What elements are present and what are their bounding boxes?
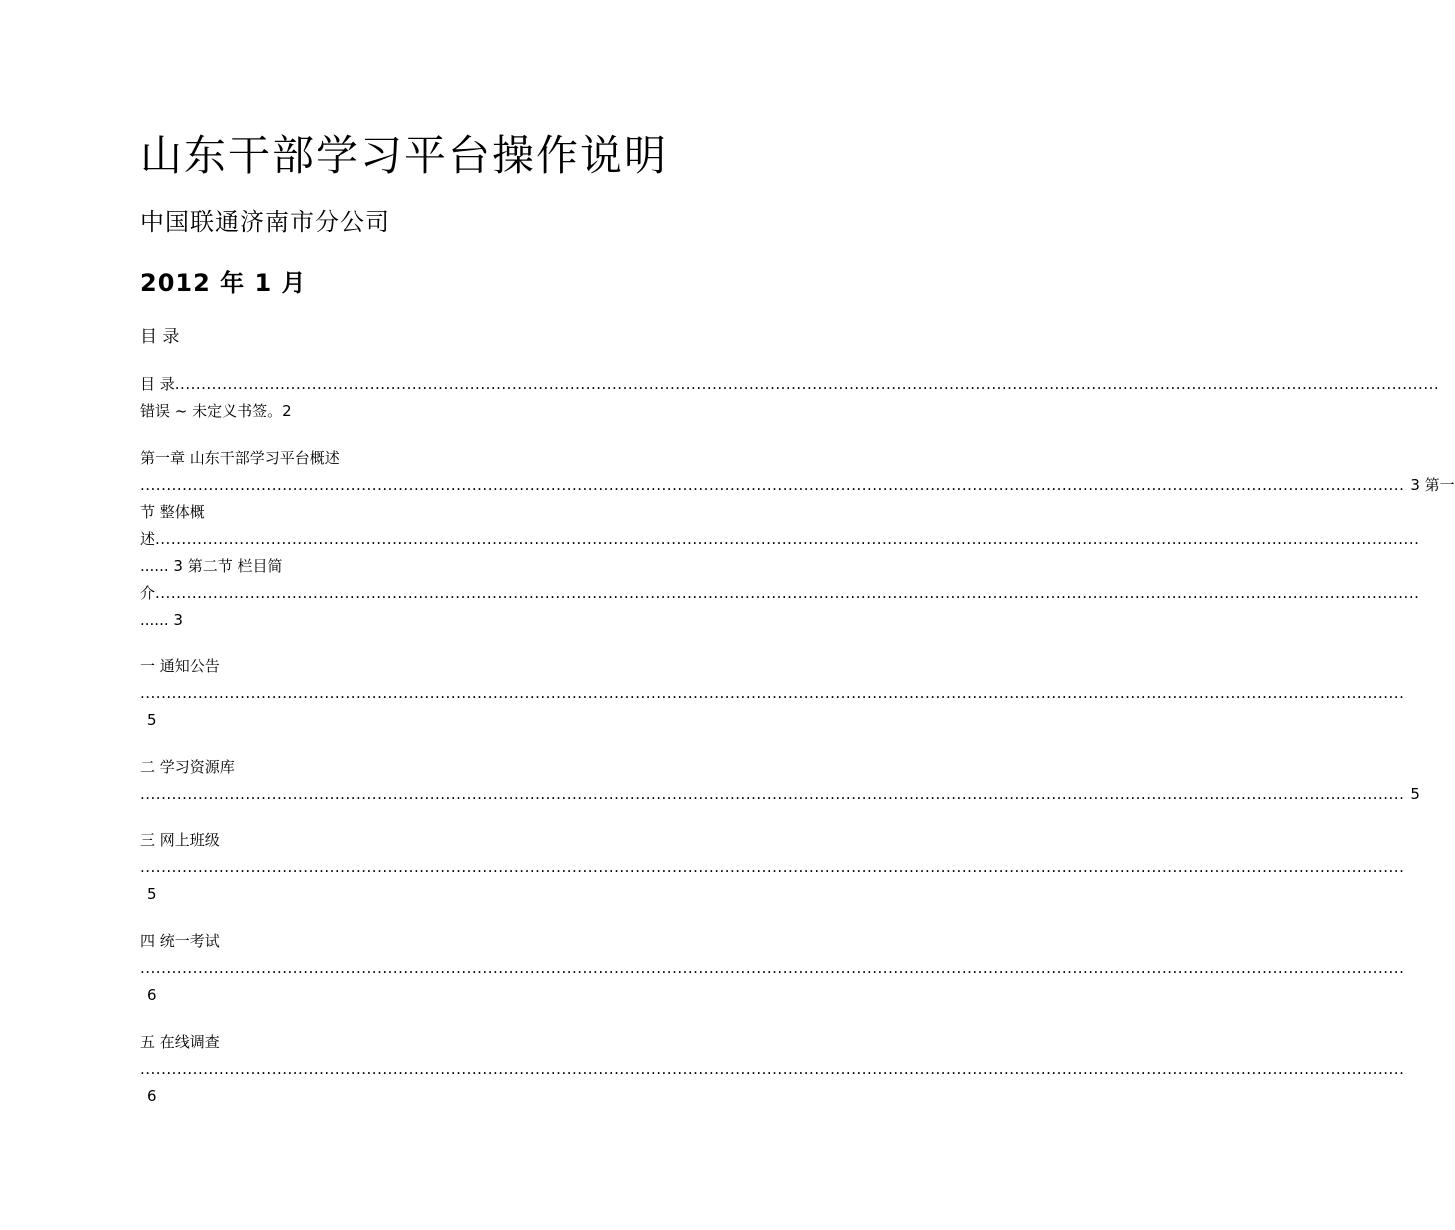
toc-entry-leader [140, 856, 1405, 878]
toc-entry-label: 五 在线调查 [140, 1033, 220, 1051]
toc-line-label: 介 [140, 584, 156, 602]
toc-entry-label: 三 网上班级 [140, 831, 220, 849]
toc-leader-dots: ................................................................................................................................................................................................................................................ [140, 959, 1405, 977]
toc-leader-dots: ................................................................................................................................................................................................................................................ [140, 785, 1405, 803]
toc-heading: 目 录 [140, 327, 180, 347]
toc-leader-dots: ................................................................................................................................................................................................................................................ [140, 858, 1405, 876]
toc-leader-dots: ................................................................................................................................................................................................................................................ [140, 476, 1405, 494]
document-subtitle: 中国联通济南市分公司 [140, 208, 390, 236]
toc-line-section1: 节 整体概 [140, 503, 205, 521]
toc-entry-page: 6 [147, 986, 157, 1004]
toc-leader-dots: ................................................................................................................................................................................................................................................ [155, 584, 1420, 602]
toc-entry-label: 二 学习资源库 [140, 758, 235, 776]
toc-leader-dots: ................................................................................................................................................................................................................................................ [140, 684, 1405, 702]
toc-entry-leader [140, 783, 1420, 805]
toc-entry-leader [140, 1058, 1405, 1080]
toc-line-chapter1-leader [140, 474, 1455, 496]
toc-entry-leader [140, 682, 1405, 704]
toc-entry-leader [140, 957, 1405, 979]
toc-line-contents [140, 373, 1440, 395]
toc-line-section2-page: ...... 3 [140, 611, 183, 629]
toc-line-label: 目 录 [140, 375, 175, 393]
document-date: 2012 年 1 月 [140, 269, 307, 297]
toc-line-error: 错误 ~ 未定义书签。2 [140, 402, 292, 420]
toc-line-section1-leader [140, 528, 1420, 550]
toc-line-section2: ...... 3 第二节 栏目简 [140, 557, 283, 575]
toc-entry-label: 四 统一考试 [140, 932, 220, 950]
toc-entry-page: 5 [1410, 785, 1420, 803]
toc-entry-label: 一 通知公告 [140, 657, 220, 675]
toc-leader-dots: ................................................................................................................................................................................................................................................ [174, 375, 1440, 393]
toc-leader-dots: ................................................................................................................................................................................................................................................ [140, 1060, 1405, 1078]
toc-line-section2-leader [140, 582, 1420, 604]
toc-line-label: 述 [140, 530, 156, 548]
toc-leader-dots: ................................................................................................................................................................................................................................................ [155, 530, 1420, 548]
toc-line-tail: 3 第一 [1410, 476, 1455, 494]
toc-entry-page: 6 [147, 1087, 157, 1105]
toc-entry-page: 5 [147, 711, 157, 729]
document-title: 山东干部学习平台操作说明 [140, 131, 669, 180]
toc-line-chapter1: 第一章 山东干部学习平台概述 [140, 449, 340, 467]
toc-entry-page: 5 [147, 885, 157, 903]
